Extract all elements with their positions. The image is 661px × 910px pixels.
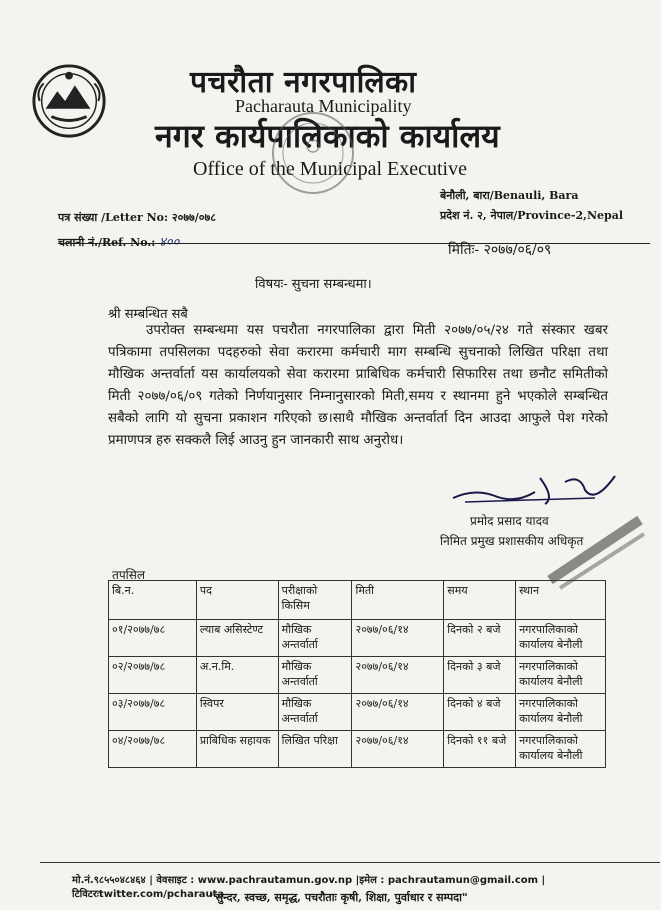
table-row [109,657,606,694]
table-cell: ०३/२०७७/७८ [109,694,197,731]
letter-number: पत्र संख्या /Letter No: २०७७/०७८ [58,211,216,224]
letter-subject: विषयः- सुचना सम्बन्धमा। [255,277,372,292]
table-cell: ०२/२०७७/७८ [109,657,197,694]
table-cell: दिनको ११ बजे [444,731,516,768]
table-header-cell: मिती [352,581,444,620]
reference-value: ४०० [159,235,180,250]
table-cell: नगरपालिकाको कार्यालय बेनौली [516,694,606,731]
address-line-1: बेनौली, बारा/Benauli, Bara [440,189,579,202]
table-cell: अ.न.मि. [196,657,278,694]
signer-name: प्रमोद प्रसाद यादव [470,514,549,528]
footer-divider [40,862,660,863]
reference-label: चलानी नं./Ref. No.: [58,236,156,249]
letter-body: उपरोक्त सम्बन्धमा यस पचरौता नगरपालिका द्वारा मिती २०७७/०५/२४ गते संस्कार खबर पत्रिकामा तपसिलका पदहरुको सेवा करारमा कर्मचारी माग सम्बन्धि सुचनाको लिखित परिक्षा तथा मौखिक अन्तर्वार्ता यस कार्यालयको सेवा करारमा प्राबिधिक कर्मचारी सिफारिस तथा छनौट समितीको मिती २०७७/०६/०९ गतेको निर्णयानुसार निम्नानुसारको मिती,समय र स्थानमा हुने भएकोले सम्बन्धित सबैको लागि यो सुचना प्रकाशन गरिएको छ।साथै मौखिक अन्तर्वार्ता दिन आउदा आफुले पेश गरेको प्रमाणपत्र हरु सक्कलै लिई आउनु हुन जानकारी साथ अनुरोध। [108,323,608,448]
table-cell: नगरपालिकाको कार्यालय बेनौली [516,657,606,694]
schedule-caption: तपसिल [112,568,146,582]
table-row [109,620,606,657]
letter-date: मितिः- २०७७/०६/०९ [448,242,552,258]
reference-number [58,232,179,250]
table-cell: मौखिक अन्तर्वार्ता [278,620,352,657]
address-line-2: प्रदेश नं. २, नेपाल/Province-2,Nepal [440,209,623,222]
footer-contact: मो.नं.९८५५०४८४६४ | वेवसाइट : www.pachrautamun.gov.np |इमेल : pachrautamun@gmail.com | टिविटरःtwitter.com/pcharauta [72,875,546,900]
table-cell: ल्याब असिस्टेण्ट [196,620,278,657]
table-cell: २०७७/०६/१४ [352,694,444,731]
table-header-cell: स्थान [516,581,606,620]
table-header-cell: परीक्षाको किसिम [278,581,352,620]
table-cell: नगरपालिकाको कार्यालय बेनौली [516,620,606,657]
signer-title: निमित प्रमुख प्रशासकीय अधिकृत [440,534,584,548]
schedule-table [108,580,606,768]
table-cell: दिनको २ बजे [444,620,516,657]
footer-slogan: "सुन्दर, स्वच्छ, समृद्ध, पचरौताः कृषी, शिक्षा, पुर्वाधार र सम्पदा" [210,891,468,904]
table-cell: प्राबिधिक सहायक [196,731,278,768]
table-cell: २०७७/०६/१४ [352,620,444,657]
table-header-cell: बि.न. [109,581,197,620]
nepal-emblem-icon [30,62,108,140]
table-cell: मौखिक अन्तर्वार्ता [278,694,352,731]
table-cell: ०४/२०७७/७८ [109,731,197,768]
table-cell: ०१/२०७७/७८ [109,620,197,657]
table-cell: दिनको ४ बजे [444,694,516,731]
table-cell: नगरपालिकाको कार्यालय बेनौली [516,731,606,768]
municipality-name-en: Pacharauta Municipality [235,96,412,116]
office-stamp-icon [268,108,358,198]
header-divider [58,243,650,244]
table-cell: लिखित परिक्षा [278,731,352,768]
municipality-name-np: पचरौता नगरपालिका [190,65,417,100]
table-header-cell: समय [444,581,516,620]
table-header-cell: पद [196,581,278,620]
table-cell: २०७७/०६/१४ [352,657,444,694]
table-row [109,731,606,768]
office-name-en: Office of the Municipal Executive [193,158,467,180]
office-name-np: नगर कार्यपालिकाको कार्यालय [155,117,500,155]
table-cell: दिनको ३ बजे [444,657,516,694]
table-cell: २०७७/०६/१४ [352,731,444,768]
letter-salutation: श्री सम्बन्धित सबै [108,307,188,322]
table-header-row [109,581,606,620]
table-cell: स्विपर [196,694,278,731]
table-cell: मौखिक अन्तर्वार्ता [278,657,352,694]
table-row [109,694,606,731]
